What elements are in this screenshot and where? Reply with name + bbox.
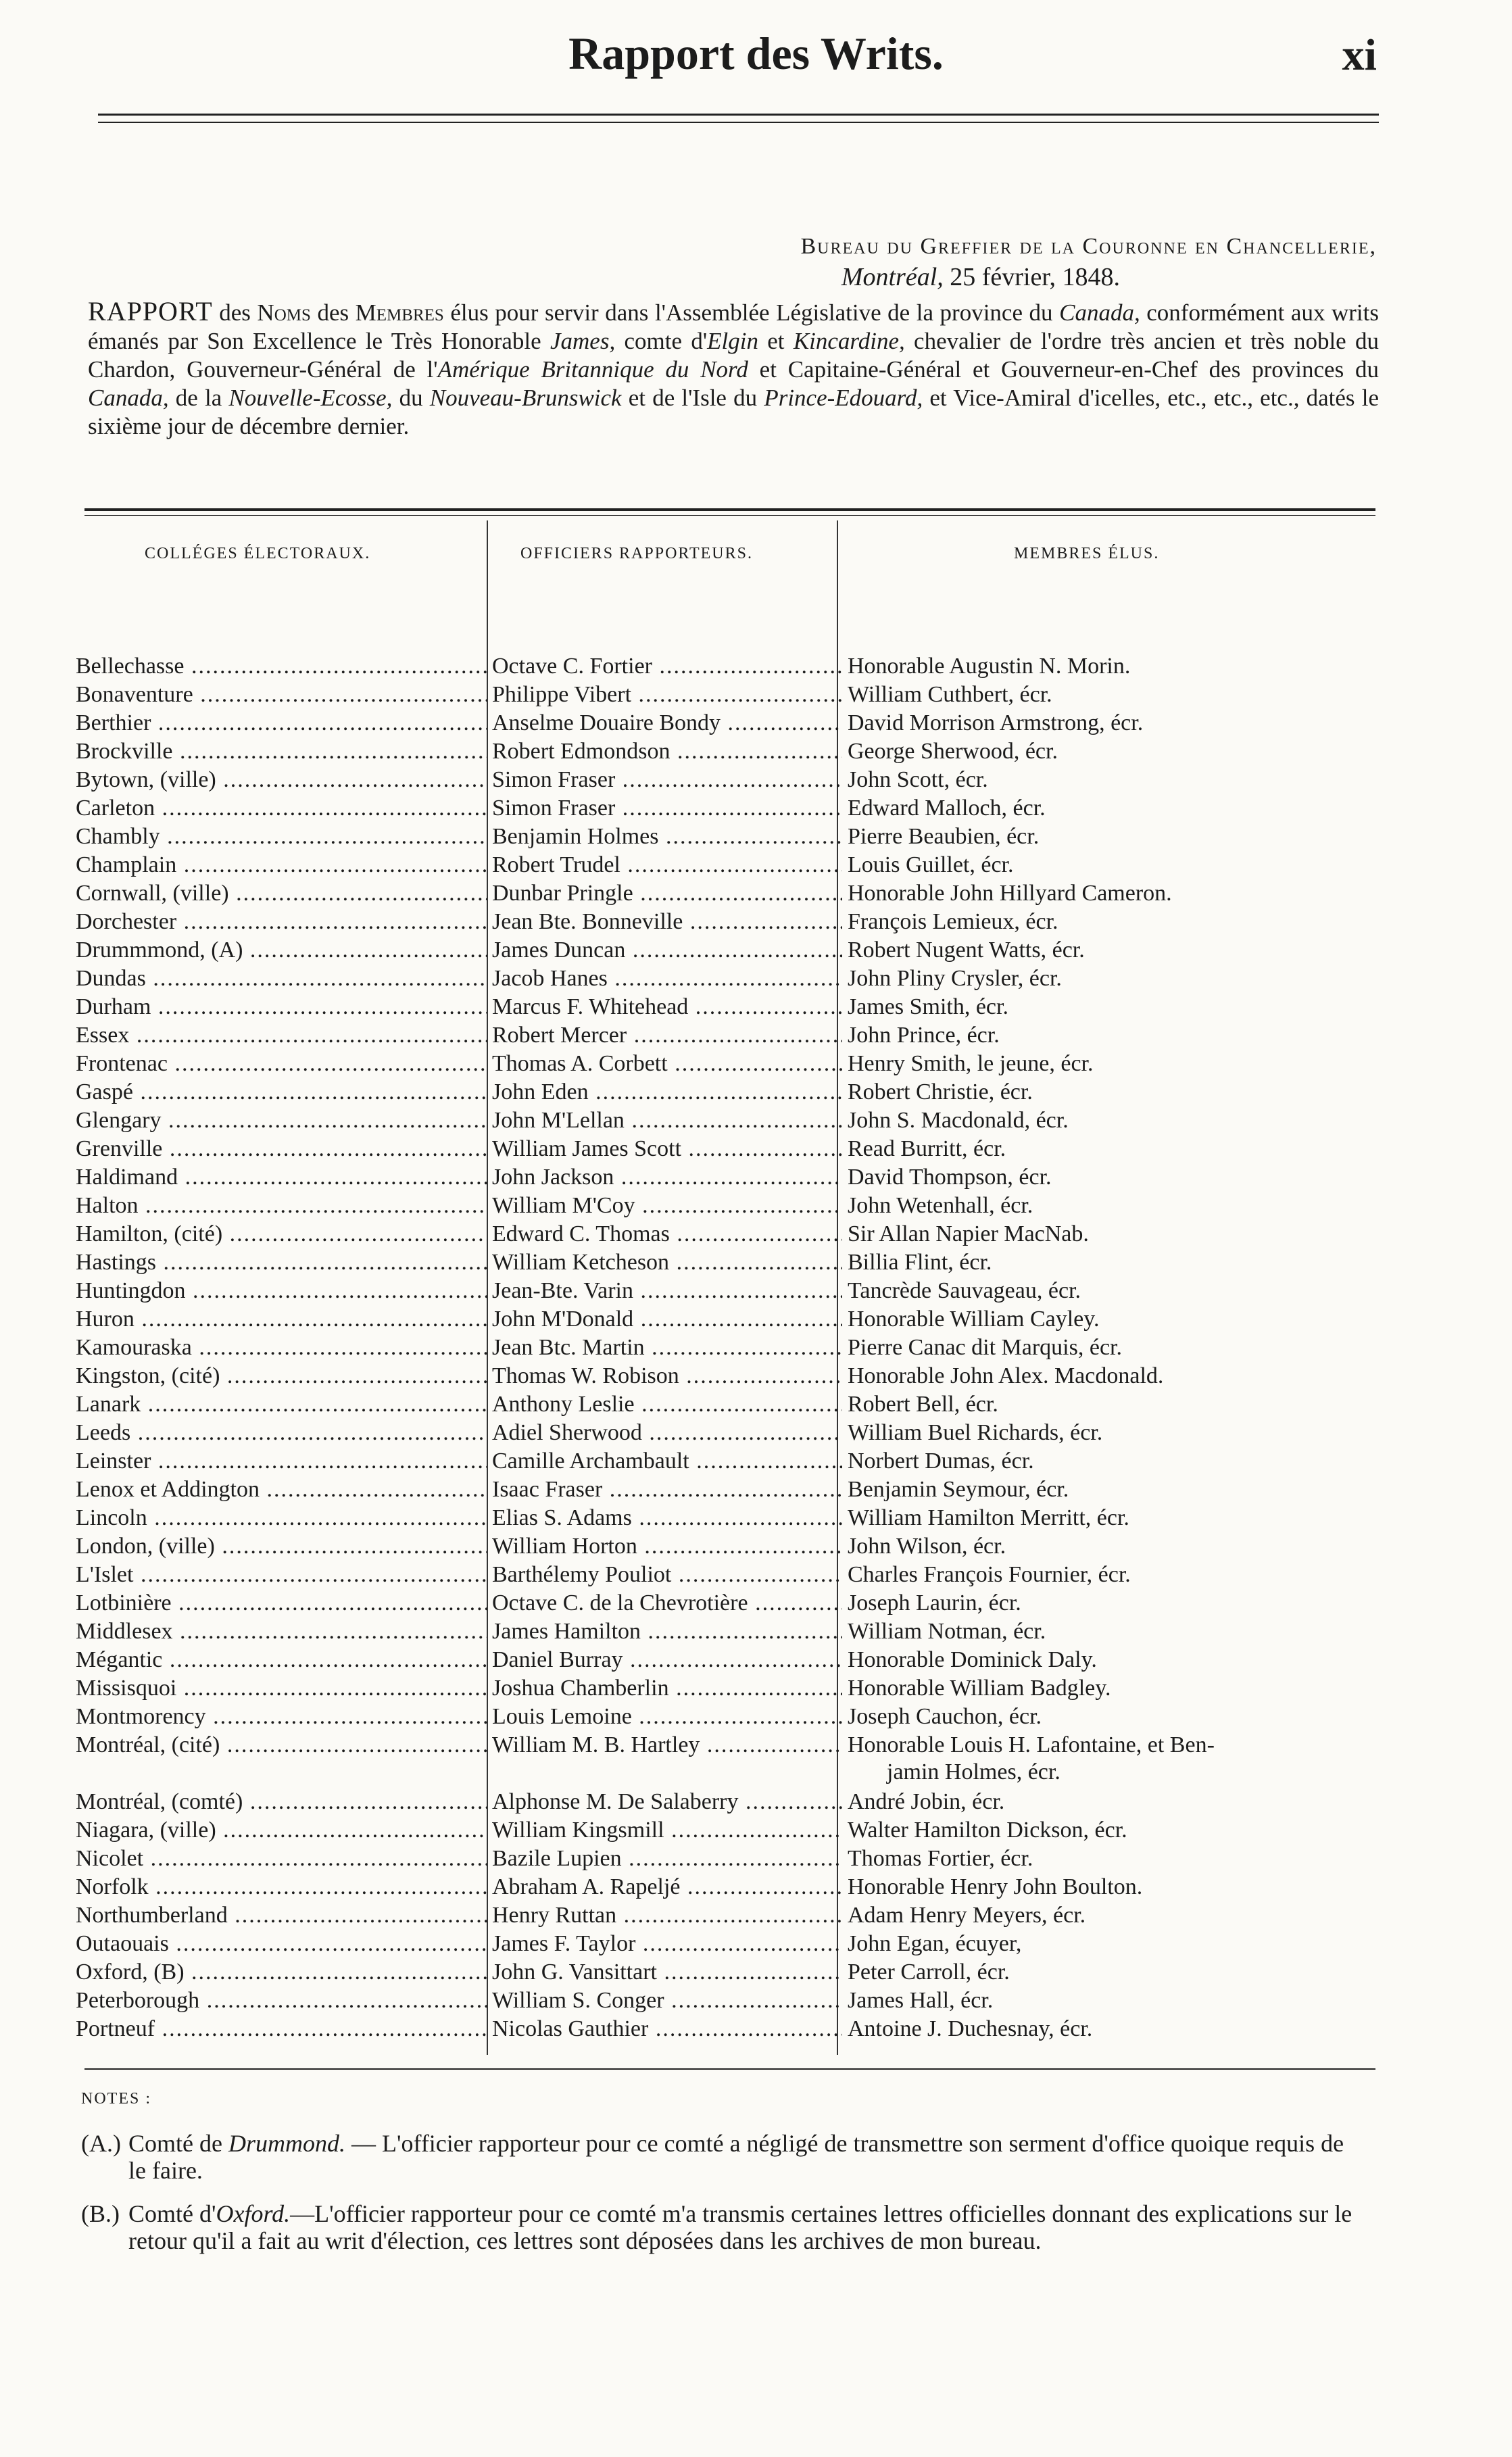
table-row: [76, 1078, 1387, 1106]
officer-cell: John Jackson .....: [487, 1165, 842, 1190]
college-cell: Huron .....: [76, 1307, 487, 1332]
table-row: [76, 851, 1387, 879]
member-cell: Honorable William Cayley.: [848, 1307, 1100, 1332]
member-cell: Tancrède Sauvageau, écr.: [848, 1278, 1081, 1303]
college-cell: Frontenac .....: [76, 1051, 487, 1077]
officer-cell: Thomas A. Corbett .....: [487, 1051, 842, 1077]
college-cell: Glengary .....: [76, 1108, 487, 1134]
officer-cell: Robert Trudel .....: [487, 852, 842, 878]
intro-text: de la: [168, 385, 229, 411]
college-cell: Leinster .....: [76, 1449, 487, 1474]
college-cell: Mégantic .....: [76, 1647, 487, 1673]
officer-cell: Elias S. Adams .....: [487, 1505, 842, 1531]
college-cell: Carleton .....: [76, 796, 487, 821]
college-cell: Montmorency .....: [76, 1704, 487, 1730]
table-row: [76, 823, 1387, 851]
table-row: [76, 1021, 1387, 1050]
table-row: [76, 1447, 1387, 1476]
college-cell: Lenox et Addington .....: [76, 1477, 487, 1503]
college-cell: Chambly .....: [76, 824, 487, 850]
column-header-officers: OFFICIERS RAPPORTEURS.: [520, 545, 753, 562]
college-cell: Bytown, (ville) .....: [76, 767, 487, 793]
intro-text: et: [758, 328, 794, 354]
officer-cell: Jean Btc. Martin .....: [487, 1335, 842, 1361]
intro-text: Noms: [257, 299, 311, 326]
officer-cell: John Eden .....: [487, 1079, 842, 1105]
table-row: [76, 1305, 1387, 1334]
intro-lead: RAPPORT: [88, 296, 213, 326]
college-cell: Bellechasse .....: [76, 654, 487, 679]
intro-text: Elgin: [707, 328, 758, 354]
officer-cell: John M'Lellan .....: [487, 1108, 842, 1134]
note-text: Oxford.: [216, 2200, 291, 2227]
college-cell: Nicolet .....: [76, 1846, 487, 1872]
header-rule-top: [98, 114, 1379, 116]
officer-cell: Robert Edmondson .....: [487, 739, 842, 764]
election-returns-table: [76, 652, 1387, 2043]
officer-cell: Marcus F. Whitehead .....: [487, 994, 842, 1020]
table-row: [76, 709, 1387, 737]
officer-cell: William James Scott .....: [487, 1136, 842, 1162]
member-cell: Robert Christie, écr.: [848, 1079, 1033, 1104]
table-row: [76, 1248, 1387, 1277]
member-cell: John Wilson, écr.: [848, 1534, 1006, 1559]
officer-cell: Isaac Fraser .....: [487, 1477, 842, 1503]
member-cell: Robert Bell, écr.: [848, 1392, 998, 1417]
intro-text: Nouveau-Brunswick: [429, 385, 622, 411]
date-value: 25 février, 1848.: [950, 263, 1120, 291]
table-row: [76, 965, 1387, 993]
officer-cell: Dunbar Pringle .....: [487, 881, 842, 906]
officer-cell: Henry Ruttan .....: [487, 1903, 842, 1928]
member-cell: Walter Hamilton Dickson, écr.: [848, 1818, 1127, 1843]
date-line: [0, 262, 1120, 292]
officer-cell: Adiel Sherwood .....: [487, 1420, 842, 1446]
college-cell: Norfolk .....: [76, 1874, 487, 1900]
note-a-mark: (A.): [81, 2130, 121, 2157]
member-cell: John Egan, écuyer,: [848, 1931, 1022, 1956]
table-rule-top: [84, 508, 1375, 511]
table-row: [76, 1617, 1387, 1646]
member-cell: Honorable Dominick Daly.: [848, 1647, 1097, 1672]
member-cell: Pierre Beaubien, écr.: [848, 824, 1040, 849]
officer-cell: Jean Bte. Bonneville .....: [487, 909, 842, 935]
table-row: [76, 766, 1387, 794]
member-cell: George Sherwood, écr.: [848, 739, 1058, 764]
table-row: [76, 1419, 1387, 1447]
intro-text: Kincardine,: [793, 328, 905, 354]
table-row: [76, 1845, 1387, 1873]
member-cell: William Cuthbert, écr.: [848, 682, 1052, 707]
table-row: [76, 1901, 1387, 1930]
column-header-members: MEMBRES ÉLUS.: [1014, 545, 1160, 562]
college-cell: Montréal, (comté) .....: [76, 1789, 487, 1815]
table-row: [76, 1561, 1387, 1589]
college-cell: Cornwall, (ville) .....: [76, 881, 487, 906]
college-cell: Oxford, (B) .....: [76, 1960, 487, 1985]
officer-cell: Daniel Burray .....: [487, 1647, 842, 1673]
college-cell: Lincoln .....: [76, 1505, 487, 1531]
college-cell: Niagara, (ville) .....: [76, 1818, 487, 1843]
table-row: [76, 1788, 1387, 1816]
table-row: [76, 1674, 1387, 1703]
member-cell: Honorable William Badgley.: [848, 1676, 1111, 1701]
officer-cell: Benjamin Holmes .....: [487, 824, 842, 850]
member-cell: Henry Smith, le jeune, écr.: [848, 1051, 1094, 1076]
college-cell: Lanark .....: [76, 1392, 487, 1417]
college-cell: Outaouais .....: [76, 1931, 487, 1957]
member-cell: Read Burritt, écr.: [848, 1136, 1006, 1161]
college-cell: Portneuf .....: [76, 2016, 487, 2042]
member-cell: Adam Henry Meyers, écr.: [848, 1903, 1086, 1928]
table-row: [76, 652, 1387, 681]
member-cell: Antoine J. Duchesnay, écr.: [848, 2016, 1093, 2041]
college-cell: Peterborough .....: [76, 1988, 487, 2014]
member-cell: Pierre Canac dit Marquis, écr.: [848, 1335, 1122, 1360]
officer-cell: Louis Lemoine .....: [487, 1704, 842, 1730]
member-cell: Honorable John Alex. Macdonald.: [848, 1363, 1164, 1388]
intro-text: des: [212, 299, 258, 326]
note-text: Drummond.: [228, 2130, 345, 2157]
officer-cell: Joshua Chamberlin .....: [487, 1676, 842, 1701]
member-cell: Sir Allan Napier MacNab.: [848, 1221, 1089, 1246]
intro-text: et de l'Isle du: [621, 385, 764, 411]
bureau-line: Bureau du Greffier de la Couronne en Chancellerie,: [800, 234, 1377, 259]
table-row: [76, 993, 1387, 1021]
member-cell: André Jobin, écr.: [848, 1789, 1005, 1814]
officer-cell: Bazile Lupien .....: [487, 1846, 842, 1872]
note-text: Comté d': [128, 2200, 216, 2227]
column-header-colleges: COLLÉGES ÉLECTORAUX.: [145, 545, 371, 562]
college-cell: Champlain .....: [76, 852, 487, 878]
intro-text: Prince-Edouard,: [764, 385, 923, 411]
table-row: [76, 1476, 1387, 1504]
table-row: [76, 1532, 1387, 1561]
note-text: — L'officier rapporteur pour ce comté a négligé de transmettre son serment d'office quoique requis de le faire.: [128, 2130, 1344, 2184]
college-cell: Bonaventure .....: [76, 682, 487, 708]
intro-text: Amérique Britannique du Nord: [437, 356, 748, 383]
officer-cell: John M'Donald .....: [487, 1307, 842, 1332]
college-cell: Grenville .....: [76, 1136, 487, 1162]
officer-cell: Barthélemy Pouliot .....: [487, 1562, 842, 1588]
table-rule-top-thin: [84, 515, 1375, 516]
table-row: [76, 1816, 1387, 1845]
officer-cell: Edward C. Thomas .....: [487, 1221, 842, 1247]
member-cell: Billia Flint, écr.: [848, 1250, 992, 1275]
member-cell: David Thompson, écr.: [848, 1165, 1052, 1190]
member-cell: Honorable Louis H. Lafontaine, et Ben-: [848, 1732, 1215, 1757]
table-row: [76, 879, 1387, 908]
intro-text: comte d': [615, 328, 708, 354]
intro-text: James,: [550, 328, 616, 354]
table-row: [76, 936, 1387, 965]
table-row: [76, 1220, 1387, 1248]
officer-cell: William M'Coy .....: [487, 1193, 842, 1219]
officer-cell: James F. Taylor .....: [487, 1931, 842, 1957]
college-cell: Essex .....: [76, 1023, 487, 1048]
intro-text: chevalier de l'ordre très ancien et très noble du Chardon, Gouverneur-Général de l': [88, 328, 1379, 383]
member-cell: Norbert Dumas, écr.: [848, 1449, 1034, 1474]
member-cell: Joseph Laurin, écr.: [848, 1590, 1021, 1615]
page-title: Rapport des Writs.: [568, 28, 944, 79]
intro-text: Canada,: [88, 385, 169, 411]
table-row: [76, 1958, 1387, 1987]
member-cell: Honorable Henry John Boulton.: [848, 1874, 1143, 1899]
table-row: [76, 1192, 1387, 1220]
table-row: [76, 908, 1387, 936]
member-cell: Honorable John Hillyard Cameron.: [848, 881, 1172, 906]
college-cell: Haldimand .....: [76, 1165, 487, 1190]
officer-cell: William Kingsmill .....: [487, 1818, 842, 1843]
member-cell: William Hamilton Merritt, écr.: [848, 1505, 1129, 1530]
officer-cell: James Duncan .....: [487, 938, 842, 963]
officer-cell: Thomas W. Robison .....: [487, 1363, 842, 1389]
college-cell: Berthier .....: [76, 710, 487, 736]
member-cell: William Notman, écr.: [848, 1619, 1046, 1644]
member-cell: Peter Carroll, écr.: [848, 1960, 1010, 1985]
table-row: [76, 1504, 1387, 1532]
intro-text: et Capitaine-Général et Gouverneur-en-Chef des provinces du: [748, 356, 1379, 383]
college-cell: Drummmond, (A) .....: [76, 938, 487, 963]
officer-cell: Jean-Bte. Varin .....: [487, 1278, 842, 1304]
table-row: [76, 1589, 1387, 1617]
college-cell: London, (ville) .....: [76, 1534, 487, 1559]
officer-cell: Simon Fraser .....: [487, 767, 842, 793]
note-a-body: [128, 2130, 1365, 2184]
table-row: [76, 1703, 1387, 1731]
officer-cell: William Horton .....: [487, 1534, 842, 1559]
college-cell: Missisquoi .....: [76, 1676, 487, 1701]
table-row: [76, 1930, 1387, 1958]
officer-cell: Octave C. de la Chevrotière .....: [487, 1590, 842, 1616]
note-text: Comté de: [128, 2130, 228, 2157]
member-cell: Charles François Fournier, écr.: [848, 1562, 1131, 1587]
member-cell: Benjamin Seymour, écr.: [848, 1477, 1069, 1502]
table-row: [76, 1646, 1387, 1674]
college-cell: Leeds .....: [76, 1420, 487, 1446]
table-row: [76, 1277, 1387, 1305]
header-rule-bottom: [98, 122, 1379, 123]
intro-text: Membres: [355, 299, 444, 326]
member-cell: William Buel Richards, écr.: [848, 1420, 1103, 1445]
table-row: [76, 1163, 1387, 1192]
member-cell: David Morrison Armstrong, écr.: [848, 710, 1144, 735]
officer-cell: Octave C. Fortier .....: [487, 654, 842, 679]
note-a: [81, 2130, 1365, 2184]
table-row: [76, 1334, 1387, 1362]
table-rule-bottom: [84, 2068, 1375, 2070]
table-row: [76, 1390, 1387, 1419]
college-cell: Hamilton, (cité) .....: [76, 1221, 487, 1247]
intro-text: des: [310, 299, 356, 326]
officer-cell: Jacob Hanes .....: [487, 966, 842, 992]
officer-cell: Nicolas Gauthier .....: [487, 2016, 842, 2042]
intro-text: du: [392, 385, 430, 411]
note-b-mark: (B.): [81, 2200, 120, 2227]
college-cell: Kamouraska .....: [76, 1335, 487, 1361]
officer-cell: Robert Mercer .....: [487, 1023, 842, 1048]
college-cell: Brockville .....: [76, 739, 487, 764]
notes-title: NOTES :: [81, 2090, 151, 2108]
member-cell: John Scott, écr.: [848, 767, 988, 792]
member-cell: James Hall, écr.: [848, 1988, 994, 2013]
table-row: [76, 1987, 1387, 2015]
member-cell: François Lemieux, écr.: [848, 909, 1058, 934]
note-b-body: [128, 2200, 1365, 2254]
officer-cell: Simon Fraser .....: [487, 796, 842, 821]
member-cell: Thomas Fortier, écr.: [848, 1846, 1033, 1871]
college-cell: Gaspé .....: [76, 1079, 487, 1105]
officer-cell: William M. B. Hartley .....: [487, 1732, 842, 1758]
college-cell: Lotbinière .....: [76, 1590, 487, 1616]
table-row: [76, 794, 1387, 823]
table-row: [76, 1362, 1387, 1390]
officer-cell: Abraham A. Rapeljé .....: [487, 1874, 842, 1900]
college-cell: Huntingdon .....: [76, 1278, 487, 1304]
intro-text: Canada,: [1059, 299, 1140, 326]
page-number: xi: [1342, 30, 1377, 80]
officer-cell: Anthony Leslie .....: [487, 1392, 842, 1417]
college-cell: L'Islet .....: [76, 1562, 487, 1588]
officer-cell: Camille Archambault .....: [487, 1449, 842, 1474]
member-cell: John Pliny Crysler, écr.: [848, 966, 1062, 991]
college-cell: Hastings .....: [76, 1250, 487, 1275]
intro-text: Nouvelle-Ecosse,: [228, 385, 393, 411]
member-cell: John S. Macdonald, écr.: [848, 1108, 1069, 1133]
table-row: [76, 2015, 1387, 2043]
officer-cell: Alphonse M. De Salaberry .....: [487, 1789, 842, 1815]
college-cell: Dundas .....: [76, 966, 487, 992]
date-place: Montréal,: [841, 263, 944, 291]
notes-section: [81, 2085, 1365, 2270]
table-row: [76, 1731, 1387, 1759]
intro-text: conformément aux writs émanés par Son Excellence le Très Honorable: [88, 299, 1379, 354]
table-row: [76, 1106, 1387, 1135]
note-text: —L'officier rapporteur pour ce comté m'a transmis certaines lettres officielles donnant des explications sur le retour qu'il a fait au writ d'élection, ces lettres sont déposées dans les archives de mon bureau.: [128, 2200, 1352, 2254]
member-cell: John Prince, écr.: [848, 1023, 1000, 1048]
college-cell: Montréal, (cité) .....: [76, 1732, 487, 1758]
intro-text: élus pour servir dans l'Assemblée Législative de la province du: [443, 299, 1060, 326]
college-cell: Northumberland .....: [76, 1903, 487, 1928]
officer-cell: John G. Vansittart .....: [487, 1960, 842, 1985]
table-row: [76, 681, 1387, 709]
report-introduction: [88, 297, 1379, 441]
intro-text: et Vice-Amiral d'icelles, etc., etc., etc., datés le sixième jour de décembre dernier.: [88, 385, 1379, 439]
officer-cell: James Hamilton .....: [487, 1619, 842, 1645]
officer-cell: Philippe Vibert .....: [487, 682, 842, 708]
member-cell: Honorable Augustin N. Morin.: [848, 654, 1131, 679]
table-row: [76, 737, 1387, 766]
member-cell: Joseph Cauchon, écr.: [848, 1704, 1042, 1729]
officer-cell: William S. Conger .....: [487, 1988, 842, 2014]
member-cell: John Wetenhall, écr.: [848, 1193, 1033, 1218]
table-row: [76, 1135, 1387, 1163]
college-cell: Kingston, (cité) .....: [76, 1363, 487, 1389]
table-row: [76, 1050, 1387, 1078]
member-cell: Robert Nugent Watts, écr.: [848, 938, 1085, 963]
college-cell: Durham .....: [76, 994, 487, 1020]
college-cell: Halton .....: [76, 1193, 487, 1219]
table-row: [76, 1873, 1387, 1901]
member-cell-continuation: jamin Holmes, écr.: [887, 1759, 1060, 1784]
college-cell: Dorchester .....: [76, 909, 487, 935]
officer-cell: William Ketcheson .....: [487, 1250, 842, 1275]
member-cell: Edward Malloch, écr.: [848, 796, 1046, 821]
member-cell: James Smith, écr.: [848, 994, 1008, 1019]
college-cell: Middlesex .....: [76, 1619, 487, 1645]
officer-cell: Anselme Douaire Bondy .....: [487, 710, 842, 736]
member-cell: Louis Guillet, écr.: [848, 852, 1014, 877]
note-b: [81, 2200, 1365, 2254]
